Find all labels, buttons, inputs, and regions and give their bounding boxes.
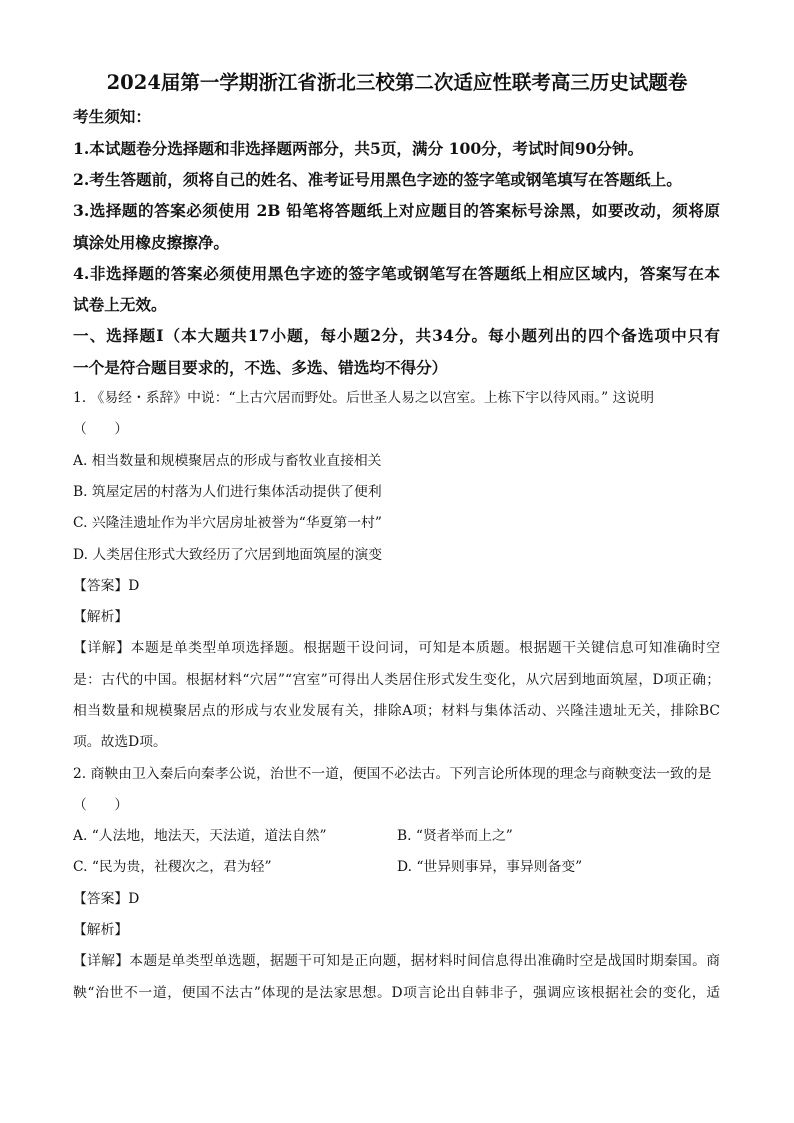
option-c: C. 兴隆洼遗址作为半穴居房址被誉为“华夏第一村” [73, 515, 382, 532]
detail-line: 【详解】本题是单类型单项选择题。根据题干设问词，可知是本质题。根据题干关键信息可知准确时空 [73, 640, 720, 657]
notice-item-4-line-2: 试卷上无效。 [73, 295, 167, 315]
notice-item-2: 2.考生答题前，须将自己的姓名、准考证号用黑色字迹的签字笔或钢笔填写在答题纸上。 [73, 169, 682, 189]
option-b: B. 筑屋定居的村落为人们进行集体活动提供了便利 [73, 483, 382, 500]
candidate-notice [73, 101, 720, 320]
answer-label: 【答案】 [73, 890, 129, 907]
answer-line [73, 884, 720, 915]
detail-line: 【详解】本题是单类型单选题，据题干可知是正向题，据材料时间信息得出准确时空是战国时期秦国。商 [73, 953, 720, 970]
option-d: D. 人类居住形式大致经历了穴居到地面筑屋的演变 [73, 546, 383, 563]
option-row [73, 852, 720, 883]
section-heading-line-2: 一个是符合题目要求的，不选、多选、错选均不得分） [73, 357, 448, 377]
answer-blank: （ ） [73, 796, 129, 813]
notice-heading: 考生须知： [73, 107, 151, 127]
option-c: C. “民为贵，社稷次之，君为轻” [73, 859, 272, 876]
question-stem: 1. 《易经・系辞》中说：“上古穴居而野处。后世圣人易之以宫室。上栋下宇以待风雨。” 这说明 [73, 390, 655, 407]
option-d: D. “世异则事异，事异则备变” [397, 859, 583, 876]
detail-line: 是：古代的中国。根据材料“穴居”“宫室”可得出人类居住形式发生变化，从穴居到地面筑屋，D项正确； [73, 671, 720, 688]
section-heading [73, 320, 720, 383]
detail-line: 鞅“治世不一道，便国不法古”体现的是法家思想。D项言论出自韩非子，强调应该根据社会的变化，适 [73, 984, 720, 1001]
notice-item-1: 1.本试题卷分选择题和非选择题两部分，共5页，满分 100分，考试时间90分钟。 [73, 138, 644, 158]
option-row [73, 821, 720, 852]
exam-content [73, 101, 720, 1009]
question-1 [73, 383, 720, 759]
notice-item-3-line-2: 填涂处用橡皮擦擦净。 [73, 232, 229, 252]
answer-value: D [128, 577, 140, 594]
answer-value: D [128, 890, 140, 907]
option-a: A. “人法地，地法天，天法道，道法自然” [73, 828, 327, 845]
analysis-label: 【解析】 [73, 922, 129, 939]
notice-item-4-line-1: 4.非选择题的答案必须使用黑色字迹的签字笔或钢笔写在答题纸上相应区域内，答案写在本 [73, 263, 720, 283]
analysis-label: 【解析】 [73, 609, 129, 626]
section-heading-line-1: 一、选择题Ⅰ（本大题共17小题，每小题2分，共34分。每小题列出的四个备选项中只有 [73, 326, 720, 346]
notice-item-3-line-1: 3.选择题的答案必须使用 2B 铅笔将答题纸上对应题目的答案标号涂黑，如要改动，须将原 [73, 201, 720, 221]
question-2 [73, 759, 720, 1009]
detail-line: 相当数量和规模聚居点的形成与农业发展有关，排除A项；材料与集体活动、兴隆洼遗址无关，排除BC [73, 702, 720, 719]
question-stem: 2. 商鞅由卫入秦后向秦孝公说，治世不一道，便国不必法古。下列言论所体现的理念与商鞅变法一致的是 [73, 765, 712, 782]
exam-title: 2024届第一学期浙江省浙北三校第二次适应性联考高三历史试题卷 [106, 71, 688, 94]
answer-line [73, 571, 720, 602]
answer-label: 【答案】 [73, 577, 129, 594]
option-b: B. “贤者举而上之” [397, 828, 513, 845]
option-a: A. 相当数量和规模聚居点的形成与畜牧业直接相关 [73, 452, 382, 469]
answer-blank: （ ） [73, 421, 129, 438]
detail-line: 项。故选D项。 [73, 734, 167, 751]
